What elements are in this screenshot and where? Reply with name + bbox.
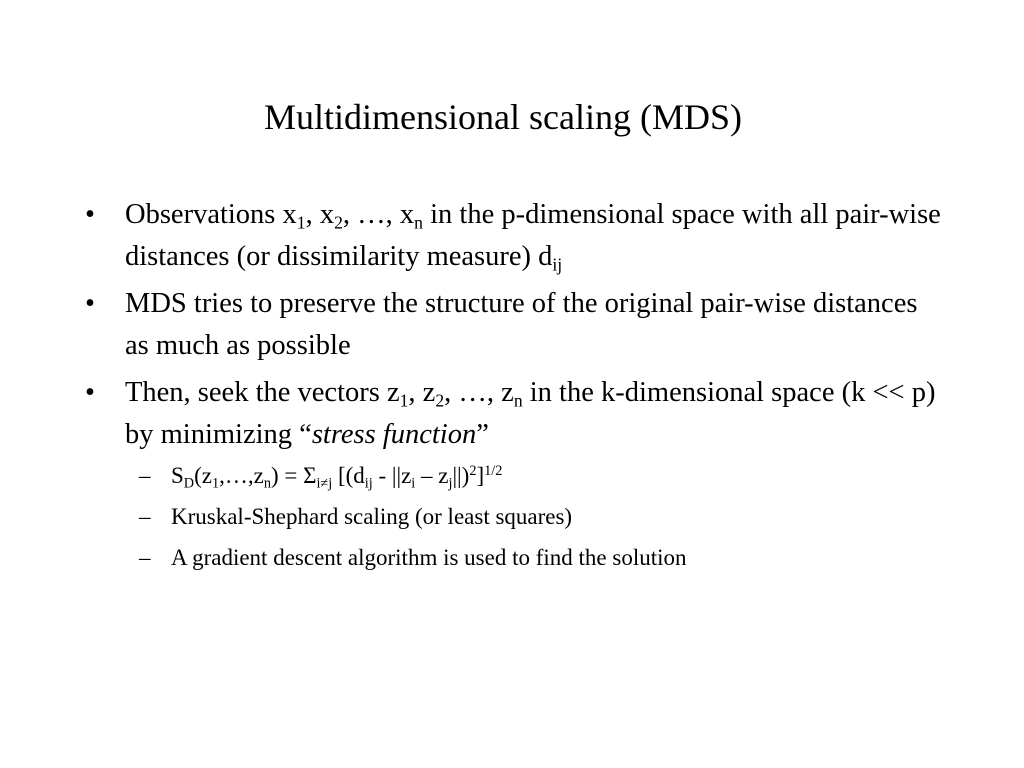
sub-bullet-formula (0, 461, 1024, 491)
bullet-text: Then, seek the vectors $z_1$, $z_2$, …, $z_n$ in the k-dimensional space (k << p) by minimizing “stress function” (125, 377, 936, 450)
bullet-marker: • (85, 199, 95, 230)
bullet-text: MDS tries to preserve the structure of the original pair-wise distances as much as possible (125, 288, 918, 361)
sub-bullet-marker: – (139, 545, 151, 570)
bullet-text: Observations $x_1$, $x_2$, …, $x_n$ in the p-dimensional space with all pair-wise distances (or dissimilarity measure) $d_{ij}$ (125, 199, 941, 275)
sub-bullet-text: A gradient descent algorithm is used to find the solution (171, 545, 687, 570)
slide-title: Multidimensional scaling (MDS) (264, 97, 742, 137)
sub-bullet-marker: – (139, 463, 151, 488)
bullet-marker: • (85, 377, 95, 408)
sub-bullet-gradient (0, 543, 1024, 573)
bullet-list (0, 194, 1024, 584)
bullet-observations (0, 194, 1024, 278)
stress-formula: $S_D(z_1,\dots,z_n) = \Sigma_{i\ne j}$ $[(d_{ij} - ||z_i - z_j||)^2]^{1/2}$ (171, 463, 503, 492)
sub-bullet-marker: – (139, 504, 151, 529)
bullet-marker: • (85, 288, 95, 319)
bullet-mds-preserve (0, 283, 1024, 367)
stress-function-term: stress function (311, 419, 477, 450)
sub-bullet-kruskal (0, 502, 1024, 532)
bullet-seek-vectors (0, 372, 1024, 456)
sub-bullet-text: Kruskal-Shephard scaling (or least squares) (171, 504, 573, 529)
